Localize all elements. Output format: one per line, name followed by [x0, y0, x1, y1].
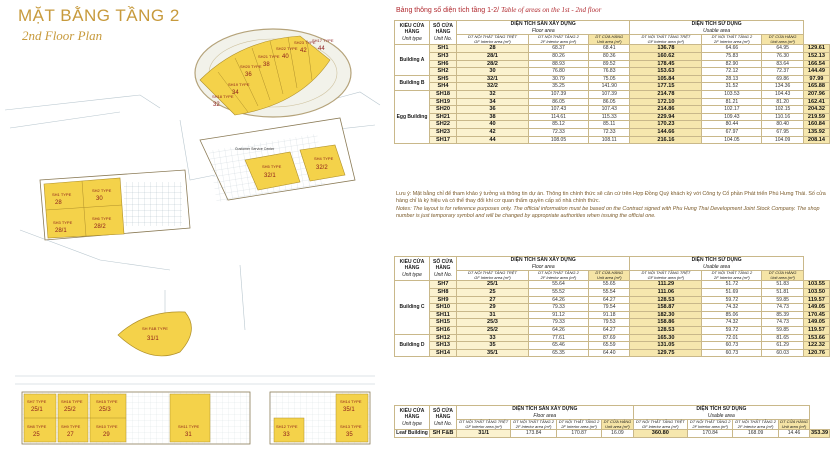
svg-text:42: 42 — [300, 48, 307, 54]
svg-text:25: 25 — [33, 432, 40, 438]
svg-text:SH13 TYPE: SH13 TYPE — [340, 424, 362, 429]
svg-text:SH15 TYPE: SH15 TYPE — [96, 399, 118, 404]
table-row: Building D SH12 33 77.61 87.69 165.30 72.01 81.65 153.66 — [395, 334, 830, 342]
svg-text:SH3 TYPE: SH3 TYPE — [53, 220, 73, 225]
note-vi: Lưu ý: Mặt bằng chỉ để tham khảo ý tưởng và thông tin dự án. Thông tin chính thức sẽ căn cứ trên Hợp Đồng Quý khách ký với Công ty Cổ phần Phát triển Phú Hưng Thái. Số cửa hàng chỉ là ký hiệu và có thể thay đổi khi cơ quan thẩm quyền cấp số nhà chính thức. — [396, 191, 826, 205]
table-row: SH20 36 107.43 107.43 214.86 102.17 102.15 204.32 — [395, 106, 830, 114]
svg-text:SH4 TYPE: SH4 TYPE — [314, 156, 334, 161]
svg-text:SH16 TYPE: SH16 TYPE — [61, 399, 83, 404]
svg-text:31/1: 31/1 — [147, 336, 159, 342]
svg-text:Customer Service Center: Customer Service Center — [235, 147, 275, 151]
table-header-row: KIỂU CỬA HÀNG Unit type SỐ CỬA HÀNG Unit No. DIỆN TÍCH SÀN XÂY DỰNG Floor area DIỆN TÍCH SỬ DỤNG Usable area — [395, 257, 830, 271]
table-row: SH17 44 108.05 108.11 216.16 104.05 104.09 208.14 — [395, 136, 830, 144]
svg-text:25/1: 25/1 — [31, 407, 43, 413]
svg-text:29: 29 — [103, 432, 110, 438]
table-header-row: KIỂU CỬA HÀNG Unit type SỐ CỬA HÀNG Unit No. DIỆN TÍCH SÀN XÂY DỰNG Floor area DIỆN TÍCH SỬ DỤNG Usable area — [395, 406, 830, 420]
table-row: Building B SH5 32/1 30.79 75.05 105.84 28.13 69.86 97.99 — [395, 75, 830, 83]
svg-text:35: 35 — [346, 432, 353, 438]
svg-text:32: 32 — [213, 102, 220, 108]
note-en: Notes: The layout is for reference purposes only. The official information must be based on the Contract signed with Phu Hung Thai Development Joint Stock Company. The shop number is just temporary symbol and will be changed by appropriate authorities when issuing the official one. — [396, 205, 820, 219]
svg-text:32/1: 32/1 — [264, 173, 276, 179]
svg-text:SH10 TYPE: SH10 TYPE — [96, 424, 118, 429]
svg-text:SH5 TYPE: SH5 TYPE — [262, 164, 282, 169]
table-row: SH6 28/2 88.93 89.52 178.45 82.90 83.64 166.54 — [395, 60, 830, 68]
table-row: Egg Building SH18 32 107.39 107.39 214.78 103.53 104.43 207.96 — [395, 90, 830, 98]
area-tables-panel — [392, 0, 835, 467]
svg-text:25/2: 25/2 — [64, 407, 76, 413]
svg-text:28: 28 — [55, 200, 62, 206]
table-row: SH22 40 85.12 85.11 170.23 80.44 80.40 160.84 — [395, 121, 830, 129]
leaf-building — [118, 312, 191, 356]
svg-text:SH11 TYPE: SH11 TYPE — [178, 424, 200, 429]
svg-text:SH9 TYPE: SH9 TYPE — [61, 424, 81, 429]
floor-plan-drawing — [0, 0, 390, 467]
plan-subtitle: 2nd Floor Plan — [22, 28, 103, 43]
table-row: SH9 27 64.26 64.27 128.53 59.72 59.85 119.57 — [395, 296, 830, 304]
svg-text:SH6 TYPE: SH6 TYPE — [92, 216, 112, 221]
svg-text:36: 36 — [245, 72, 252, 78]
svg-text:SH8 TYPE: SH8 TYPE — [27, 424, 47, 429]
table-subheader-row: DT NỘI THẤT TẦNG TRỆT GF Interior area (m²) DT NỘI THẤT TẦNG 2 2F Interior area (m²) DT CỬA HÀNG Unit area (m²) DT NỘI THẤT TẦNG TRỆT GF Interior area (m²) DT NỘI THẤT TẦNG 2 2F Interior area (m²) DT CỬA HÀNG Unit area (m²) — [395, 35, 830, 45]
svg-text:28/2: 28/2 — [94, 224, 106, 230]
svg-text:SH22 TYPE: SH22 TYPE — [276, 46, 298, 51]
svg-text:40: 40 — [282, 54, 289, 60]
svg-text:SH14 TYPE: SH14 TYPE — [340, 399, 362, 404]
svg-text:SH12 TYPE: SH12 TYPE — [276, 424, 298, 429]
table-row: SH23 42 72.33 72.33 144.66 67.97 67.95 135.92 — [395, 128, 830, 136]
svg-text:SH17 TYPE: SH17 TYPE — [312, 38, 334, 43]
svg-text:SH19 TYPE: SH19 TYPE — [228, 82, 250, 87]
tables-title: Bảng thông số diện tích tầng 1-2/ Table of areas on the 1st - 2nd floor — [396, 6, 602, 14]
area-table-2 — [394, 256, 830, 357]
building-c — [22, 392, 250, 444]
svg-text:35/1: 35/1 — [343, 407, 355, 413]
area-table-1 — [394, 20, 830, 144]
svg-text:SH20 TYPE: SH20 TYPE — [240, 64, 262, 69]
svg-text:28/1: 28/1 — [55, 228, 67, 234]
svg-text:SH18 TYPE: SH18 TYPE — [212, 94, 234, 99]
table-row: SH8 25 55.52 55.54 111.06 51.69 51.81 103.50 — [395, 288, 830, 296]
svg-text:33: 33 — [283, 432, 290, 438]
table-row: SH10 29 79.33 79.54 158.87 74.32 74.73 149.05 — [395, 304, 830, 312]
table-row: Leaf Building SH F&B 31/1 173.84 170.87 16.09 360.80 170.84 168.09 14.46 353.39 — [396, 430, 829, 437]
svg-text:32/2: 32/2 — [316, 165, 328, 171]
table-row: SH19 34 86.05 86.05 172.10 81.21 81.20 162.41 — [395, 98, 830, 106]
svg-text:44: 44 — [318, 46, 325, 52]
table-header-row: KIỂU CỬA HÀNG Unit type SỐ CỬA HÀNG Unit No. DIỆN TÍCH SÀN XÂY DỰNG Floor area DIỆN TÍCH SỬ DỤNG Usable area — [395, 21, 830, 35]
svg-text:38: 38 — [263, 62, 270, 68]
table-row: SH13 35 65.46 65.59 131.05 60.73 61.29 122.32 — [395, 342, 830, 350]
table-subheader-row: DT NỘI THẤT TẦNG TRỆT GF Interior area (m²) DT NỘI THẤT TẦNG 2 2F Interior area (m²) DT NỘI THẤT TẦNG 2 2F Interior area (m²) DT CỬA HÀNG Unit area (m²) DT NỘI THẤT TẦNG TRỆT GF Interior area (m²) DT NỘI THẤT TẦNG 2 2F Interior area (m²) DT NỘI THẤT TẦNG 2 2F Interior area (m²) DT CỬA HÀNG Unit area (m²) — [395, 420, 830, 430]
svg-text:SH2 TYPE: SH2 TYPE — [92, 188, 112, 193]
table-row: SH11 31 91.12 91.18 182.30 85.06 85.39 170.45 — [395, 311, 830, 319]
table-row: SH21 38 114.61 115.33 229.94 109.43 110.16 219.59 — [395, 113, 830, 121]
svg-text:SH23 TYPE: SH23 TYPE — [294, 40, 316, 45]
svg-text:SH21 TYPE: SH21 TYPE — [258, 54, 280, 59]
table-subheader-row: DT NỘI THẤT TẦNG TRỆT GF Interior area (m²) DT NỘI THẤT TẦNG 2 2F Interior area (m²) DT CỬA HÀNG Unit area (m²) DT NỘI THẤT TẦNG TRỆT GF Interior area (m²) DT NỘI THẤT TẦNG 2 2F Interior area (m²) DT CỬA HÀNG Unit area (m²) — [395, 271, 830, 281]
table-row: SH3 28/1 80.26 80.36 160.62 75.83 76.30 152.13 — [395, 52, 830, 60]
svg-text:34: 34 — [232, 90, 239, 96]
svg-text:SH7 TYPE: SH7 TYPE — [27, 399, 47, 404]
svg-text:31: 31 — [185, 432, 192, 438]
area-table-3 — [394, 405, 830, 438]
svg-text:27: 27 — [67, 432, 74, 438]
table-row: Building C SH7 25/1 55.64 55.65 111.29 51.72 51.83 103.55 — [395, 281, 830, 289]
table-row: SH16 25/2 64.26 64.27 128.53 59.72 59.85 119.57 — [395, 326, 830, 334]
table-row: SH15 25/3 79.33 79.53 158.86 74.32 74.73 149.05 — [395, 319, 830, 327]
floor-plan-panel — [0, 0, 390, 467]
table-row: SH4 32/2 35.25 141.90 177.15 31.52 134.36 165.88 — [395, 83, 830, 91]
svg-text:SH1 TYPE: SH1 TYPE — [52, 192, 72, 197]
svg-text:25/3: 25/3 — [99, 407, 111, 413]
svg-text:30: 30 — [96, 196, 103, 202]
table-row: SH14 35/1 65.35 64.40 129.75 60.73 60.03 120.76 — [395, 349, 830, 357]
svg-text:SH F&B TYPE: SH F&B TYPE — [142, 326, 168, 331]
notes-block — [396, 191, 830, 220]
plan-title: MẶT BẰNG TẦNG 2 — [18, 6, 180, 25]
table-row: SH2 30 76.80 76.83 153.63 72.12 72.37 144.49 — [395, 68, 830, 76]
table-row: Building A SH1 28 68.37 68.41 136.78 64.66 64.95 129.61 — [395, 45, 830, 53]
